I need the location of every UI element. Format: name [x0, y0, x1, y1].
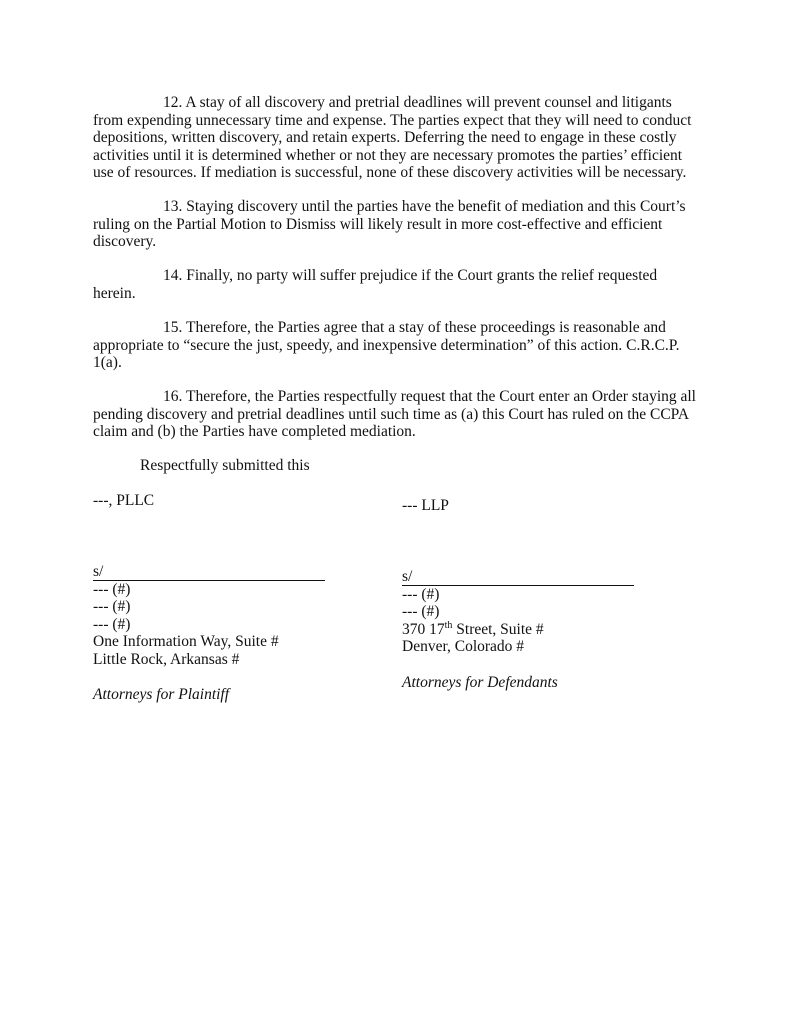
plaintiff-address-line-2: Little Rock, Arkansas # — [93, 650, 240, 668]
closing-line: Respectfully submitted this — [140, 457, 310, 474]
defendant-firm: --- LLP — [402, 497, 449, 514]
paragraph-16: 16. Therefore, the Parties respectfully request that the Court enter an Order staying all pending discovery and pretrial deadlines until such time as (a) this Court has ruled on the CCPA claim and (b) the Parties have completed mediation. — [93, 388, 696, 441]
defendant-attorney-2: --- (#) — [402, 603, 440, 621]
defendant-signature-details — [402, 568, 634, 691]
plaintiff-attorney-2: --- (#) — [93, 598, 131, 616]
plaintiff-address-line-1: One Information Way, Suite # — [93, 633, 279, 651]
defendant-signature-block — [402, 497, 449, 515]
plaintiff-signature: s/ — [93, 563, 325, 581]
plaintiff-signature-details — [93, 563, 325, 704]
defendant-signature: s/ — [402, 568, 634, 586]
defendant-role: Attorneys for Defendants — [402, 673, 558, 691]
paragraph-13: 13. Staying discovery until the parties have the benefit of mediation and this Court’s ruling on the Partial Motion to Dismiss will likely result in more cost-effective and efficient discovery. — [93, 198, 686, 251]
plaintiff-firm: ---, PLLC — [93, 492, 155, 509]
paragraph-12: 12. A stay of all discovery and pretrial deadlines will prevent counsel and litigants from expending unnecessary time and expense. The parties expect that they will need to conduct depositions, written discovery, and retain experts. Deferring the need to engage in these costly activities until it is determined whether or not they are necessary promotes the parties’ efficient use of resources. If mediation is successful, none of these discovery activities will be necessary. — [93, 94, 692, 182]
defendant-attorney-1: --- (#) — [402, 585, 440, 603]
plaintiff-signature-block — [93, 492, 154, 510]
paragraph-15: 15. Therefore, the Parties agree that a stay of these proceedings is reasonable and appropriate to “secure the just, speedy, and inexpensive determination” of this action. C.R.C.P. 1(a). — [93, 319, 680, 372]
plaintiff-attorney-3: --- (#) — [93, 615, 131, 633]
defendant-address-line-2: Denver, Colorado # — [402, 638, 525, 656]
paragraph-14: 14. Finally, no party will suffer prejudice if the Court grants the relief requested herein. — [93, 267, 658, 302]
defendant-signature-line — [402, 568, 634, 586]
plaintiff-signature-line — [93, 563, 325, 581]
plaintiff-attorney-1: --- (#) — [93, 580, 131, 598]
defendant-address-line-1: 370 17th Street, Suite # — [402, 619, 544, 638]
plaintiff-role: Attorneys for Plaintiff — [93, 686, 230, 704]
